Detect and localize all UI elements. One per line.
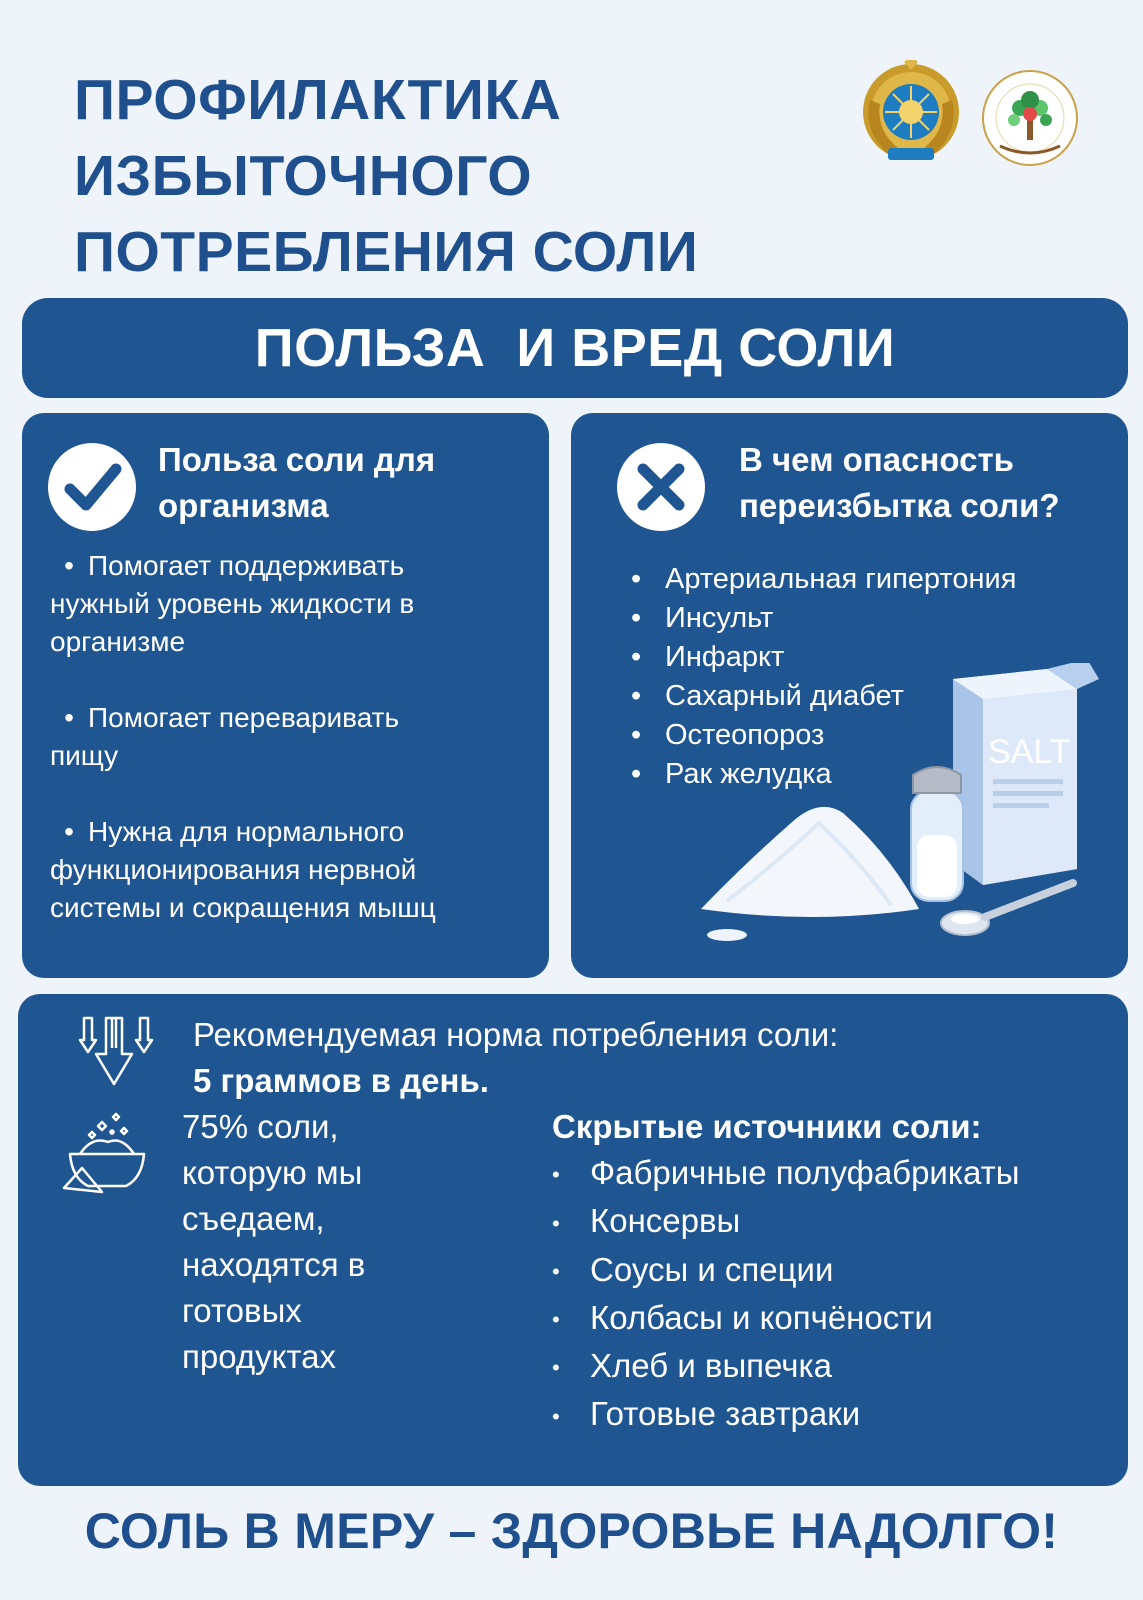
benefit-text: Помогает поддерживать [88, 550, 405, 581]
share-line: продуктах [182, 1338, 337, 1375]
hidden-sources-heading: Скрытые источники соли: [552, 1108, 982, 1145]
share-line: находятся в [182, 1246, 366, 1283]
source-text: Фабричные полуфабрикаты [590, 1154, 1020, 1191]
recommendation-card [18, 994, 1128, 1486]
source-text: Хлеб и выпечка [590, 1347, 833, 1385]
benefit-item: • Нужна для нормального функционирования нервной системы и сокращения мышц [50, 813, 520, 927]
salt-illustration [701, 663, 1121, 973]
share-line: готовых [182, 1292, 302, 1329]
source-text: Консервы [590, 1202, 741, 1240]
title-line: ИЗБЫТОЧНОГО [74, 144, 533, 208]
page-title [74, 62, 774, 290]
heading-line: В чем опасность [739, 441, 1014, 478]
benefit-text: пищу [50, 740, 119, 771]
benefits-card [22, 413, 549, 978]
list-item: • Консервы [552, 1202, 741, 1240]
benefit-text: функционирования нервной [50, 854, 417, 885]
benefit-text: нужный уровень жидкости в [50, 588, 415, 619]
benefit-text: системы и сокращения мышц [50, 892, 436, 923]
salt-box-label: SALT [988, 733, 1071, 771]
org-logo-icon [980, 68, 1080, 168]
cross-icon [617, 443, 705, 531]
dangers-card [571, 413, 1128, 978]
hidden-sources-list [552, 1150, 1019, 1440]
state-emblem-icon [860, 60, 962, 170]
danger-text: Остеопороз [665, 719, 825, 751]
list-item: • Фабричные полуфабрикаты [552, 1154, 1020, 1191]
list-item: • Инсульт [631, 602, 774, 634]
share-line: съедаем, [182, 1200, 325, 1237]
benefit-text: Нужна для нормального [88, 816, 405, 847]
danger-text: Артериальная гипертония [665, 563, 1017, 595]
checkmark-icon [48, 443, 136, 531]
benefit-item: • Помогает поддерживать нужный уровень жидкости в организме [50, 547, 520, 661]
danger-text: Инфаркт [665, 641, 785, 673]
slogan: СОЛЬ В МЕРУ – ЗДОРОВЬЕ НАДОЛГО! [84, 1503, 1059, 1559]
benefit-item: • Помогает переваривать пищу [50, 699, 520, 775]
list-item: • Колбасы и копчёности [552, 1298, 933, 1336]
source-text: Соусы и специи [590, 1250, 834, 1288]
norm-text: Рекомендуемая норма потребления соли: [193, 1016, 839, 1053]
danger-text: Рак желудка [665, 758, 832, 790]
salt-bowl-icon [62, 1106, 152, 1196]
section-banner: ПОЛЬЗА И ВРЕД СОЛИ [22, 298, 1128, 398]
heading-line: переизбытка соли? [739, 487, 1060, 524]
list-item: • Хлеб и выпечка [552, 1347, 833, 1385]
list-item: • Остеопороз [631, 719, 825, 751]
benefit-text: организме [50, 626, 186, 657]
title-line: ПОТРЕБЛЕНИЯ СОЛИ [74, 220, 699, 284]
danger-text: Сахарный диабет [665, 680, 904, 712]
heading-line: Польза соли для [158, 441, 436, 478]
heading-line: организма [158, 487, 329, 524]
benefit-text: Помогает переваривать [88, 702, 400, 733]
share-line: которую мы [182, 1154, 363, 1191]
source-text: Готовые завтраки [590, 1395, 861, 1433]
dangers-heading [739, 437, 1060, 529]
share-line: 75% соли, [182, 1108, 339, 1145]
list-item: • Рак желудка [631, 758, 832, 790]
salt-norm [193, 1012, 838, 1104]
down-arrows-icon [78, 1014, 158, 1094]
list-item: • Инфаркт [631, 641, 785, 673]
list-item: • Соусы и специи [552, 1250, 834, 1288]
list-item: • Артериальная гипертония [631, 563, 1017, 595]
processed-food-share [182, 1104, 462, 1380]
title-line: ПРОФИЛАКТИКА [74, 68, 562, 132]
norm-value: 5 граммов в день. [193, 1062, 489, 1099]
benefits-heading [158, 437, 435, 529]
danger-text: Инсульт [665, 602, 774, 634]
list-item: • Сахарный диабет [631, 680, 904, 712]
source-text: Колбасы и копчёности [590, 1298, 933, 1336]
list-item: • Готовые завтраки [552, 1395, 861, 1433]
